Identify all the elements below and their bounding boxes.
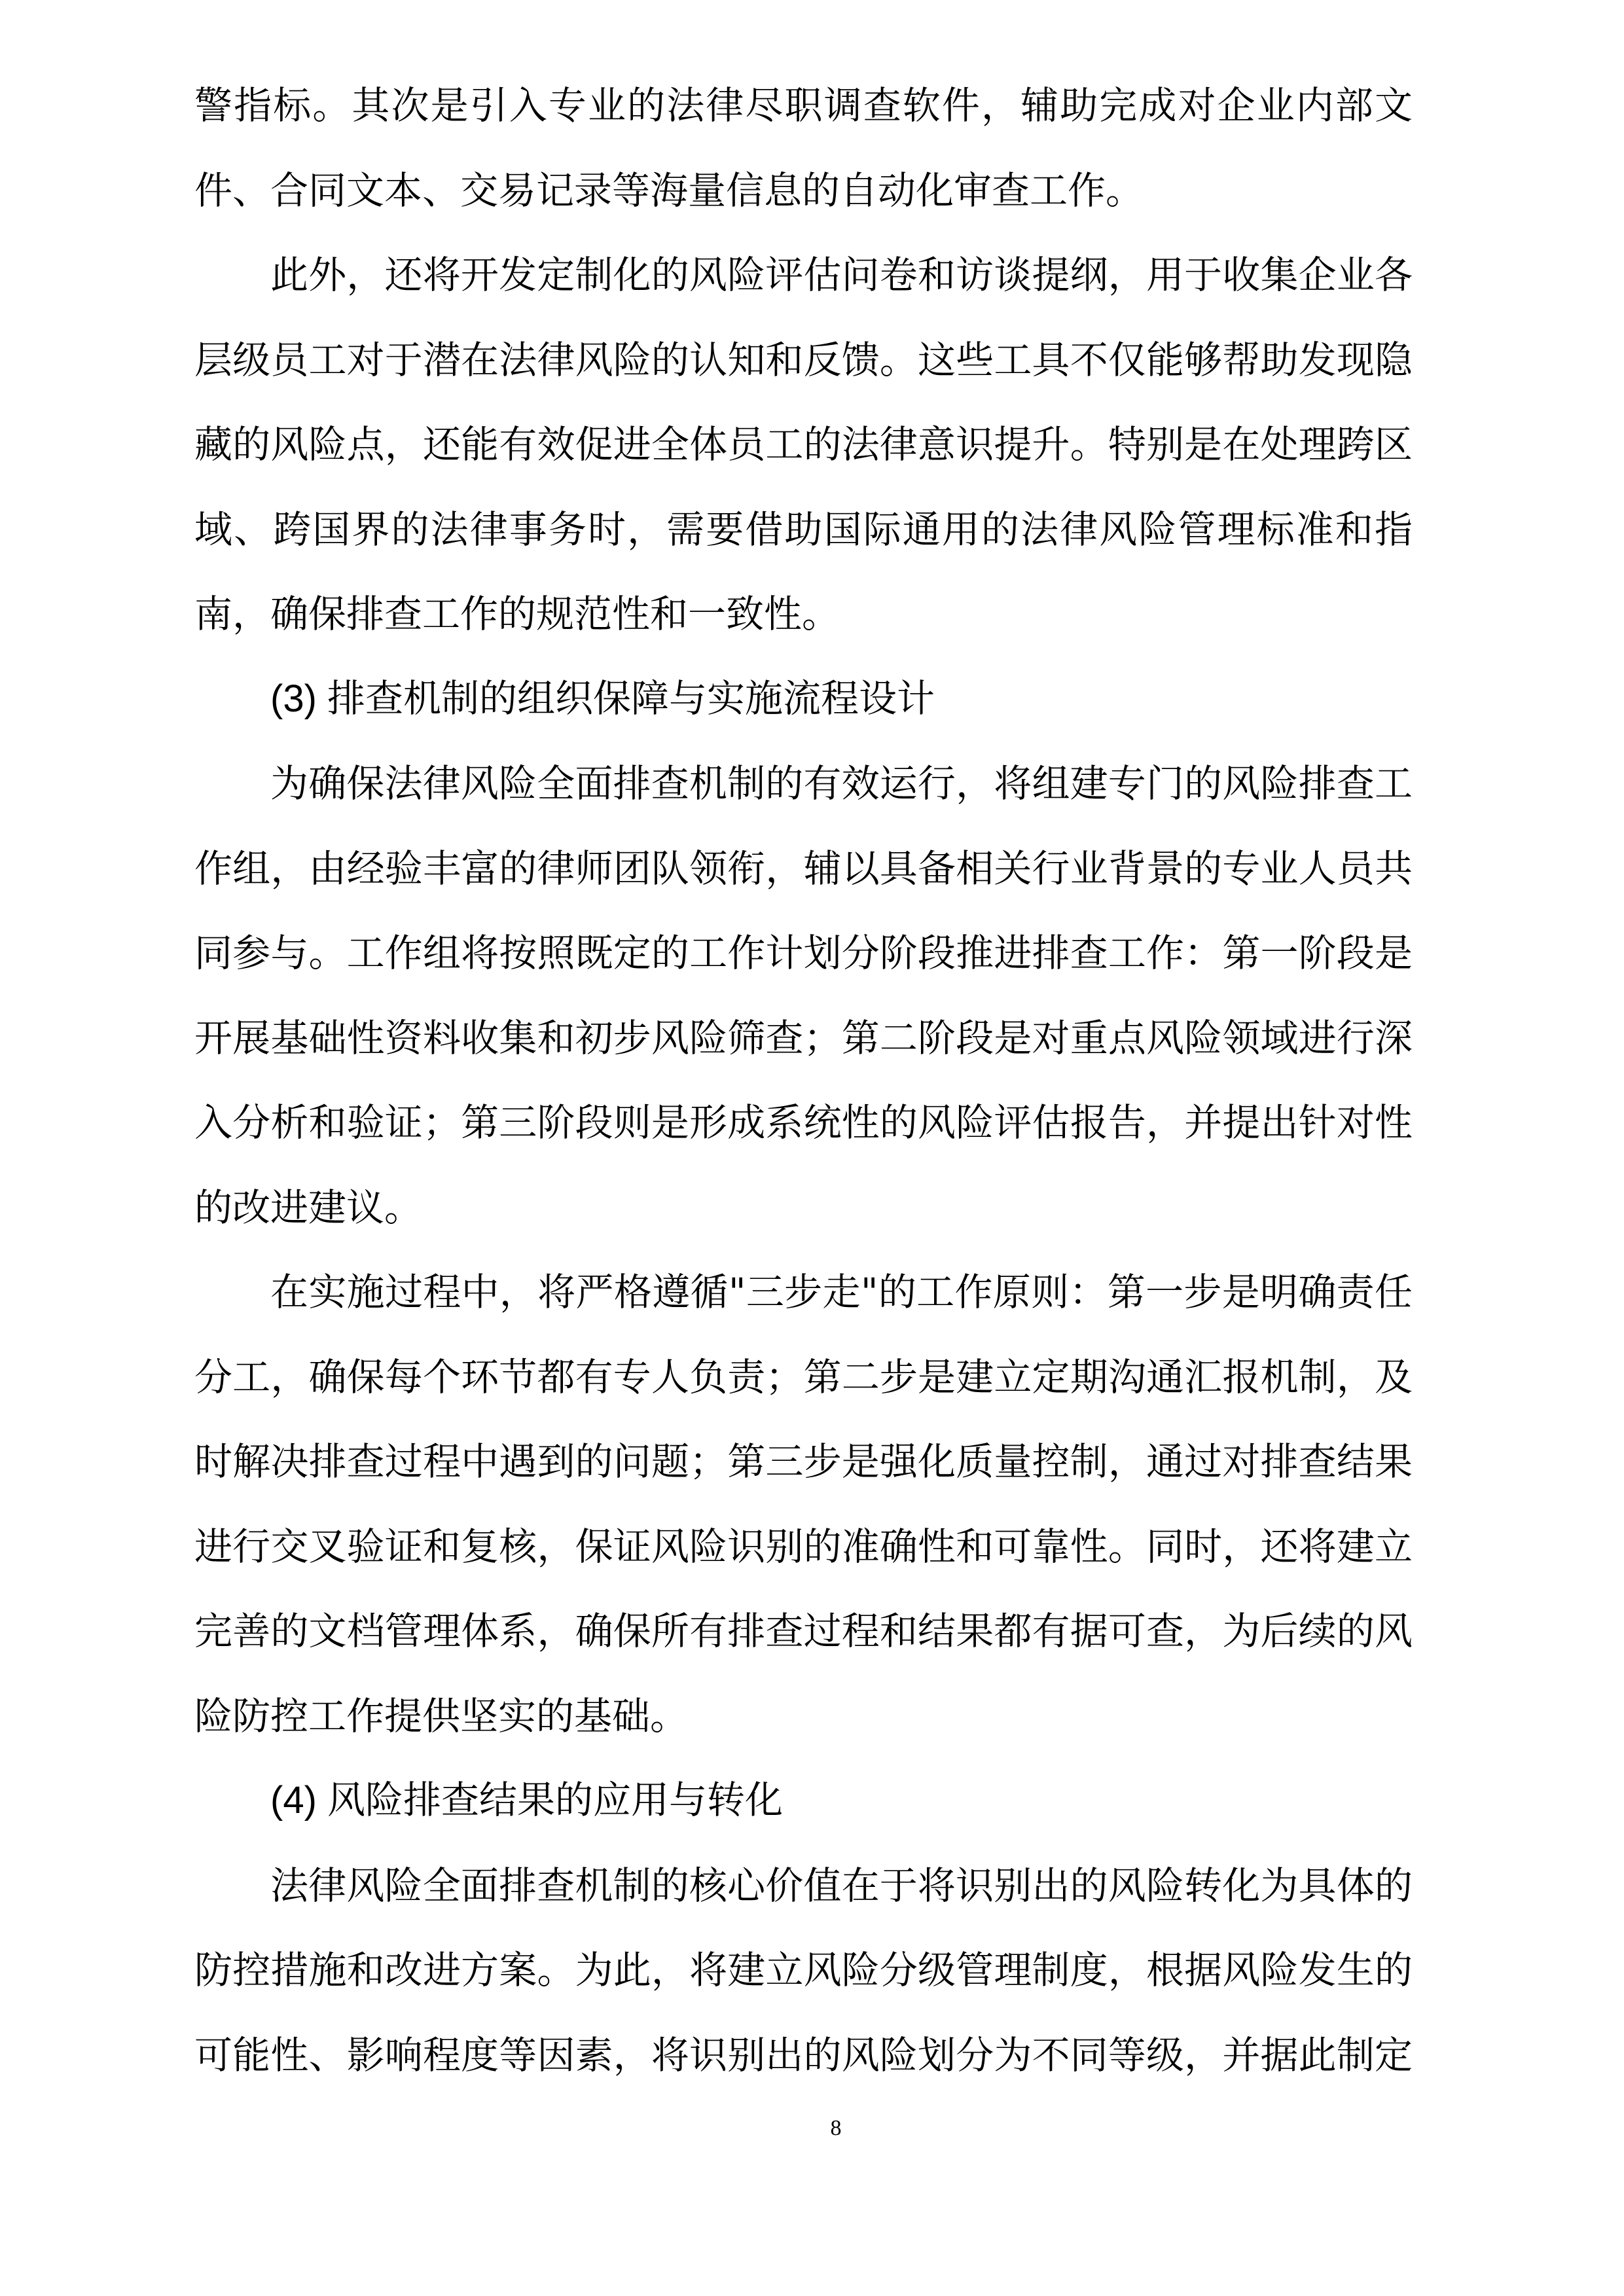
body-text-line: 层级员工对于潜在法律风险的认知和反馈。这些工具不仅能够帮助发现隐 — [194, 337, 1413, 382]
body-text-line: 开展基础性资料收集和初步风险筛查；第二阶段是对重点风险领域进行深 — [194, 1015, 1413, 1060]
body-text-line: 件、合同文本、交易记录等海量信息的自动化审查工作。 — [194, 168, 1144, 213]
body-text-line: 入分析和验证；第三阶段则是形成系统性的风险评估报告，并提出针对性 — [194, 1100, 1413, 1145]
paragraph-first-line: 法律风险全面排查机制的核心价值在于将识别出的风险转化为具体的 — [270, 1863, 1413, 1908]
body-text-line: 险防控工作提供坚实的基础。 — [194, 1693, 689, 1738]
paragraph-first-line: 此外，还将开发定制化的风险评估问卷和访谈提纲，用于收集企业各 — [270, 253, 1413, 297]
body-text-line: 藏的风险点，还能有效促进全体员工的法律意识提升。特别是在处理跨区 — [194, 422, 1413, 467]
body-text-line: 可能性、影响程度等因素，将识别出的风险划分为不同等级，并据此制定 — [194, 2032, 1413, 2077]
body-text-line: 作组，由经验丰富的律师团队领衔，辅以具备相关行业背景的专业人员共 — [194, 846, 1413, 891]
page-number: 8 — [830, 2116, 842, 2140]
body-text-line: 同参与。工作组将按照既定的工作计划分阶段推进排查工作：第一阶段是 — [194, 931, 1413, 975]
paragraph-first-line: 为确保法律风险全面排查机制的有效运行，将组建专门的风险排查工 — [270, 761, 1413, 806]
body-text-line: 分工，确保每个环节都有专人负责；第二步是建立定期沟通汇报机制，及 — [194, 1354, 1413, 1399]
body-text-line: 警指标。其次是引入专业的法律尽职调查软件，辅助完成对企业内部文 — [194, 83, 1413, 128]
section-heading-4: (4) 风险排查结果的应用与转化 — [270, 1779, 784, 1821]
section-heading-3: (3) 排查机制的组织保障与实施流程设计 — [270, 677, 935, 720]
body-text-line: 时解决排查过程中遇到的问题；第三步是强化质量控制，通过对排查结果 — [194, 1439, 1413, 1484]
body-text-line: 防控措施和改进方案。为此，将建立风险分级管理制度，根据风险发生的 — [194, 1948, 1413, 1992]
body-text-line: 完善的文档管理体系，确保所有排查过程和结果都有据可查，为后续的风 — [194, 1609, 1413, 1653]
body-text-line: 域、跨国界的法律事务时，需要借助国际通用的法律风险管理标准和指 — [194, 507, 1413, 552]
body-text-line: 南，确保排查工作的规范性和一致性。 — [194, 592, 840, 636]
paragraph-first-line: 在实施过程中，将严格遵循"三步走"的工作原则：第一步是明确责任 — [270, 1270, 1413, 1314]
body-text-line: 的改进建议。 — [194, 1185, 423, 1230]
body-text-line: 进行交叉验证和复核，保证风险识别的准确性和可靠性。同时，还将建立 — [194, 1524, 1413, 1569]
